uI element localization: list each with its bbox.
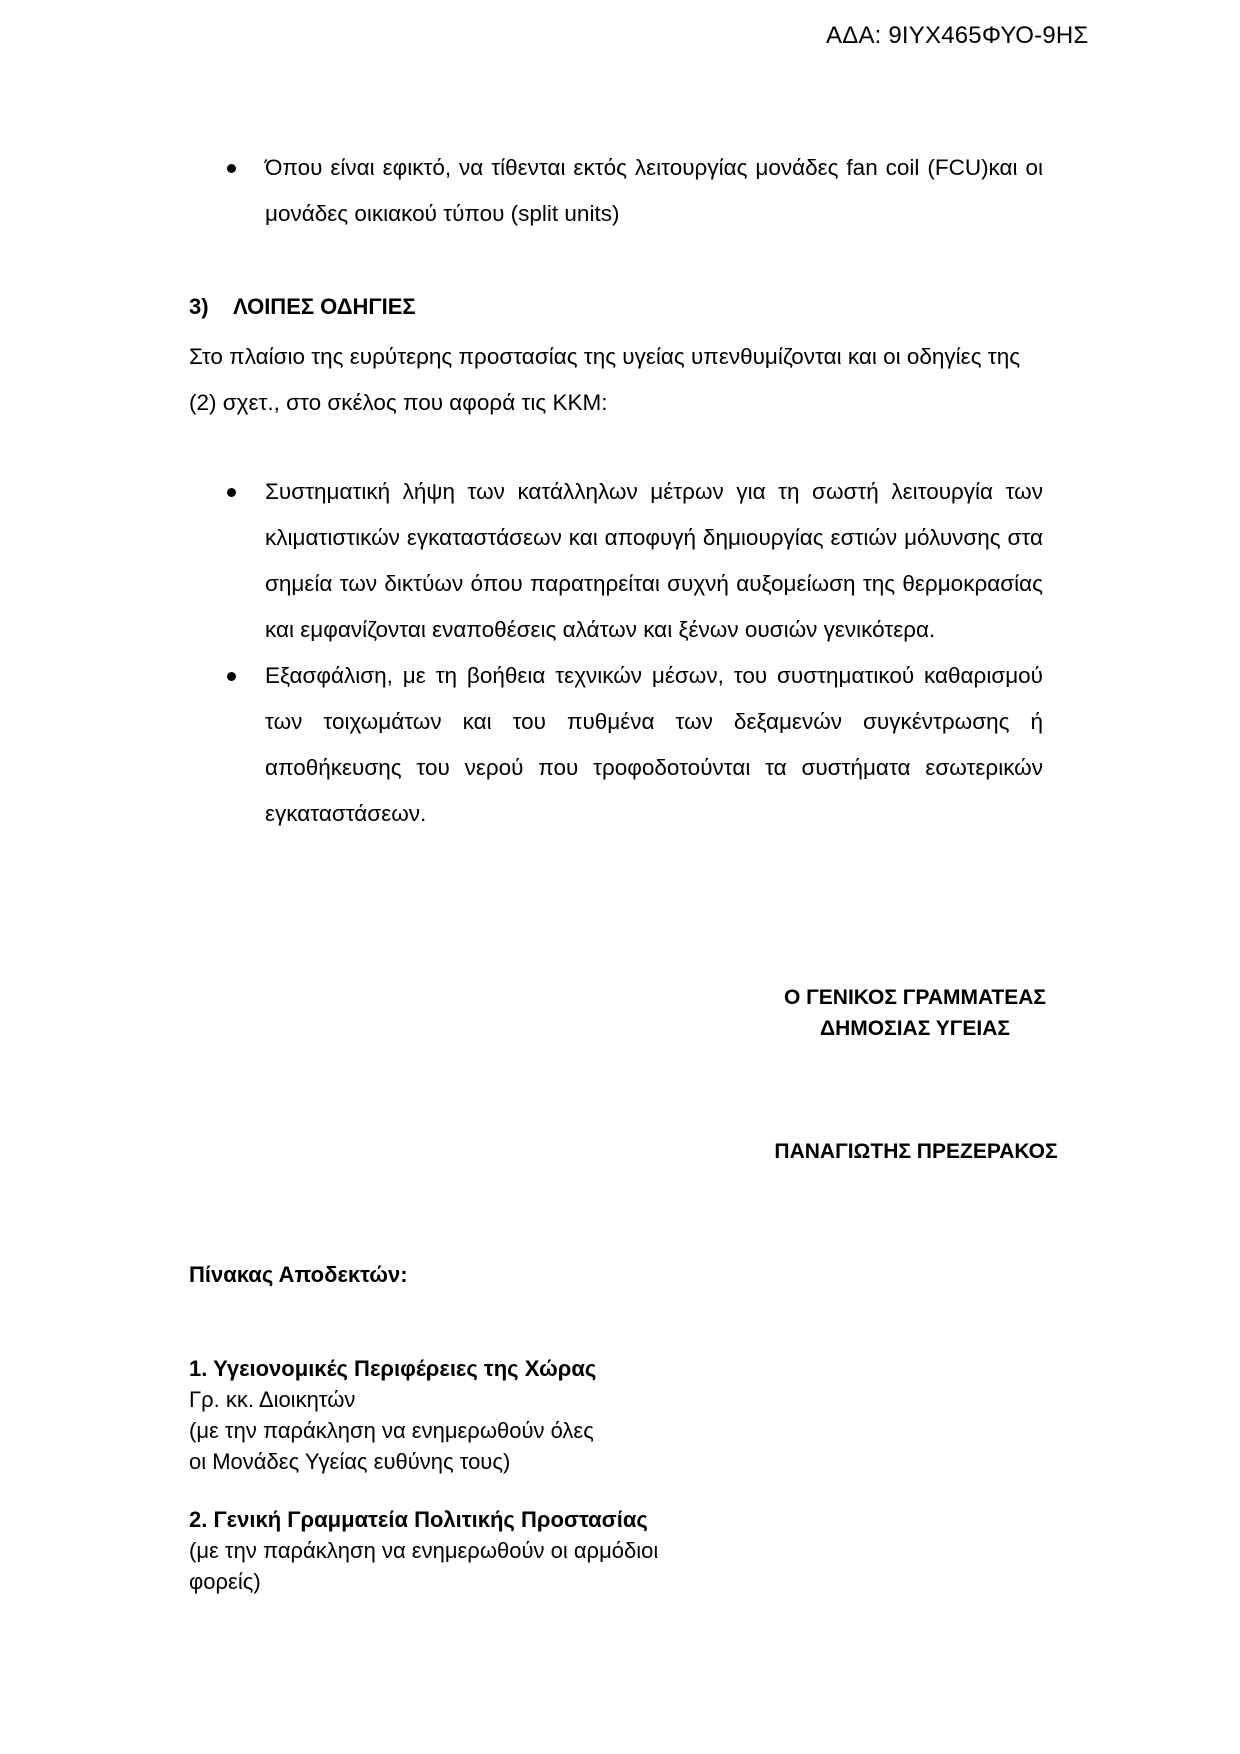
section-intro: Στο πλαίσιο της ευρύτερης προστασίας της υγείας υπενθυμίζονται και οι οδηγίες της (2) σχετ., στο σκέλος που αφορά τις ΚΚΜ: xyxy=(189,344,1021,415)
recipient-line: (με την παράκληση να ενημερωθούν όλες xyxy=(189,1418,594,1443)
recipient-line: φορείς) xyxy=(189,1569,261,1594)
bullet-icon xyxy=(227,164,236,173)
recipient-item xyxy=(189,1353,596,1477)
section-number: 3) xyxy=(189,294,209,319)
signature-title-line2: ΔΗΜΟΣΙΑΣ ΥΓΕΙΑΣ xyxy=(820,1017,1010,1040)
recipient-line: Γρ. κκ. Διοικητών xyxy=(189,1387,356,1412)
list-item xyxy=(189,145,1043,237)
recipient-heading: 2. Γενική Γραμματεία Πολιτικής Προστασίας xyxy=(189,1507,648,1532)
signature-title-line1: Ο ΓΕΝΙΚΟΣ ΓΡΑΜΜΑΤΕΑΣ xyxy=(783,986,1047,1009)
section-bullet-list xyxy=(189,469,1043,837)
top-bullet-list xyxy=(189,145,1043,237)
bullet-text: Όπου είναι εφικτό, να τίθενται εκτός λειτουργίας μονάδες fan coil (FCU)και οι μονάδες οικιακού τύπου (split units) xyxy=(265,155,1043,226)
section-title: ΛΟΙΠΕΣ ΟΔΗΓΙΕΣ xyxy=(233,294,416,319)
recipient-heading: 1. Υγειονομικές Περιφέρειες της Χώρας xyxy=(189,1356,597,1381)
recipient-line: οι Μονάδες Υγείας ευθύνης τους) xyxy=(189,1449,511,1474)
list-item xyxy=(189,469,1043,653)
list-item xyxy=(189,653,1043,837)
bullet-icon xyxy=(227,488,236,497)
bullet-text: Εξασφάλιση, με τη βοήθεια τεχνικών μέσων, του συστηματικού καθαρισμού των τοιχωμάτων και του πυθμένα των δεξαμενών συγκέντρωσης ή αποθήκευσης του νερού που τροφοδοτούνται τα συστήματα εσωτερικών εγκαταστάσεων. xyxy=(265,663,1043,826)
bullet-text: Συστηματική λήψη των κατάλληλων μέτρων για τη σωστή λειτουργία των κλιματιστικών εγκαταστάσεων και αποφυγή δημιουργίας εστιών μόλυνσης στα σημεία των δικτύων όπου παρατηρείται συχνή αυξομείωση της θερμοκρασίας και εμφανίζονται εναποθέσεις αλάτων και ξένων ουσιών γενικότερα. xyxy=(265,479,1043,642)
section-heading xyxy=(189,294,416,320)
bullet-icon xyxy=(227,672,236,681)
recipient-line: (με την παράκληση να ενημερωθούν οι αρμόδιοι xyxy=(189,1538,659,1563)
ada-code: ΑΔΑ: 9ΙΥΧ465ΦΥΟ-9ΗΣ xyxy=(826,22,1089,49)
signature-name: ΠΑΝΑΓΙΩΤΗΣ ΠΡΕΖΕΡΑΚΟΣ xyxy=(774,1140,1058,1163)
recipient-item xyxy=(189,1504,658,1597)
recipients-title: Πίνακας Αποδεκτών: xyxy=(189,1262,408,1287)
signature-title xyxy=(760,982,1070,1044)
